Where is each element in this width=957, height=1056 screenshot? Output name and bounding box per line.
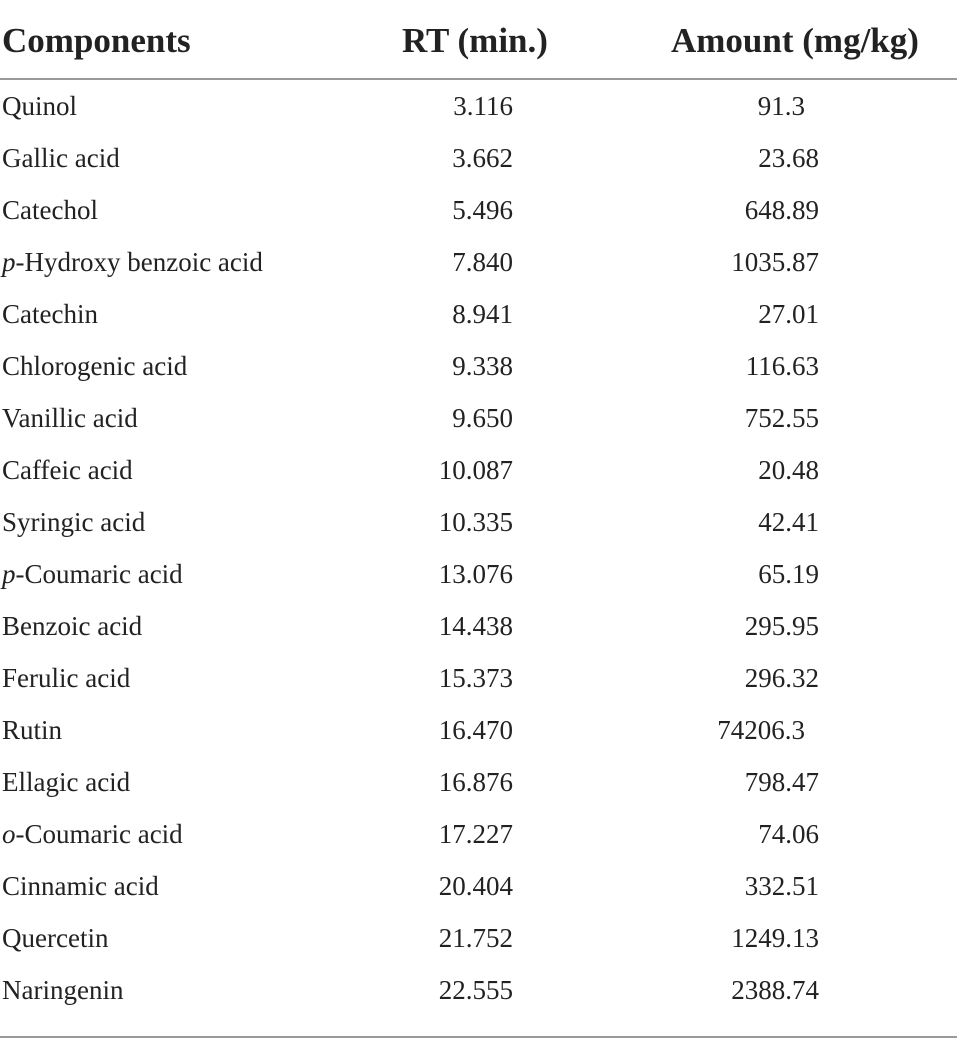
component-name: Quercetin [2,923,109,953]
component-name-cell [2,192,98,228]
rt-cell: 21.752 [438,923,513,953]
amount-cell: 27.01 [758,299,819,329]
rt-cell: 3.116 [453,91,513,121]
rt-cell: 3.662 [452,143,513,173]
table-row [0,132,957,184]
table-row [0,860,957,912]
rt-cell: 15.373 [438,663,513,693]
amount-cell: 1249.13 [731,923,819,953]
table-row [0,288,957,340]
table-row [0,184,957,236]
rt-cell: 10.087 [438,455,513,485]
component-name-cell [2,400,138,436]
amount-cell: 648.89 [744,195,819,225]
header-amount: Amount (mg/kg) [671,21,919,60]
component-name-cell [2,452,133,488]
table-row [0,236,957,288]
component-name: Naringenin [2,975,124,1005]
component-name: Caffeic acid [2,455,133,485]
component-name: Gallic acid [2,143,120,173]
rt-cell: 9.650 [452,403,513,433]
table-row [0,548,957,600]
amount-cell: 798.47 [744,767,819,797]
table-row [0,444,957,496]
table-row [0,496,957,548]
table-row [0,340,957,392]
header-rt: RT (min.) [402,21,548,60]
amount-cell: 74206.3 [717,715,805,745]
rt-cell: 16.876 [438,767,513,797]
component-name-cell [2,764,130,800]
amount-cell: 752.55 [744,403,819,433]
amount-cell: 296.32 [744,663,819,693]
component-name: Quinol [2,91,78,121]
rt-cell: 17.227 [438,819,513,849]
amount-cell: 74.06 [758,819,819,849]
component-name-cell [2,972,123,1008]
component-name-cell [2,920,108,956]
component-name-cell [2,88,77,124]
table-bottom-rule [0,1036,957,1038]
rt-cell: 22.555 [438,975,513,1005]
table-row [0,808,957,860]
component-name: Chlorogenic acid [2,351,188,381]
table-row [0,964,957,1016]
component-name: Ferulic acid [2,663,131,693]
component-prefix: p [2,247,16,277]
component-name-cell [2,348,187,384]
rt-cell: 20.404 [438,871,513,901]
table-row [0,756,957,808]
rt-cell: 8.941 [452,299,513,329]
header-components: Components [2,21,191,60]
component-name-cell [2,556,183,592]
component-name: Vanillic acid [2,403,138,433]
amount-cell: 1035.87 [731,247,819,277]
table-row [0,80,957,132]
component-name: Ellagic acid [2,767,131,797]
rt-cell: 10.335 [438,507,513,537]
component-name: Syringic acid [2,507,146,537]
component-name-cell [2,608,142,644]
component-name: Catechol [2,195,98,225]
rt-cell: 13.076 [438,559,513,589]
component-name: Catechin [2,299,98,329]
component-prefix: p [2,559,16,589]
rt-cell: 5.496 [452,195,513,225]
component-name-cell [2,816,183,852]
component-name-cell [2,868,159,904]
rt-cell: 14.438 [438,611,513,641]
amount-cell: 295.95 [744,611,819,641]
component-name-cell [2,504,145,540]
component-name-cell [2,244,263,280]
component-name-cell [2,296,98,332]
component-name-cell [2,140,120,176]
component-name: -Coumaric acid [15,819,183,849]
component-name-cell [2,712,62,748]
table-row [0,652,957,704]
amount-cell: 20.48 [758,455,819,485]
table-row [0,392,957,444]
component-name: Benzoic acid [2,611,143,641]
component-name: Rutin [2,715,63,745]
amount-cell: 91.3 [757,91,805,121]
table-row [0,704,957,756]
table-header-row [0,0,957,80]
component-name: -Hydroxy benzoic acid [15,247,263,277]
amount-cell: 42.41 [758,507,819,537]
component-name: Cinnamic acid [2,871,159,901]
amount-cell: 332.51 [744,871,819,901]
component-name-cell [2,660,130,696]
amount-cell: 23.68 [758,143,819,173]
amount-cell: 2388.74 [731,975,819,1005]
amount-cell: 116.63 [745,351,819,381]
table-body [0,80,957,1016]
amount-cell: 65.19 [758,559,819,589]
rt-cell: 7.840 [452,247,513,277]
rt-cell: 9.338 [452,351,513,381]
rt-cell: 16.470 [438,715,513,745]
table-row [0,912,957,964]
table-row [0,600,957,652]
component-name: -Coumaric acid [15,559,183,589]
component-prefix: o [2,819,16,849]
